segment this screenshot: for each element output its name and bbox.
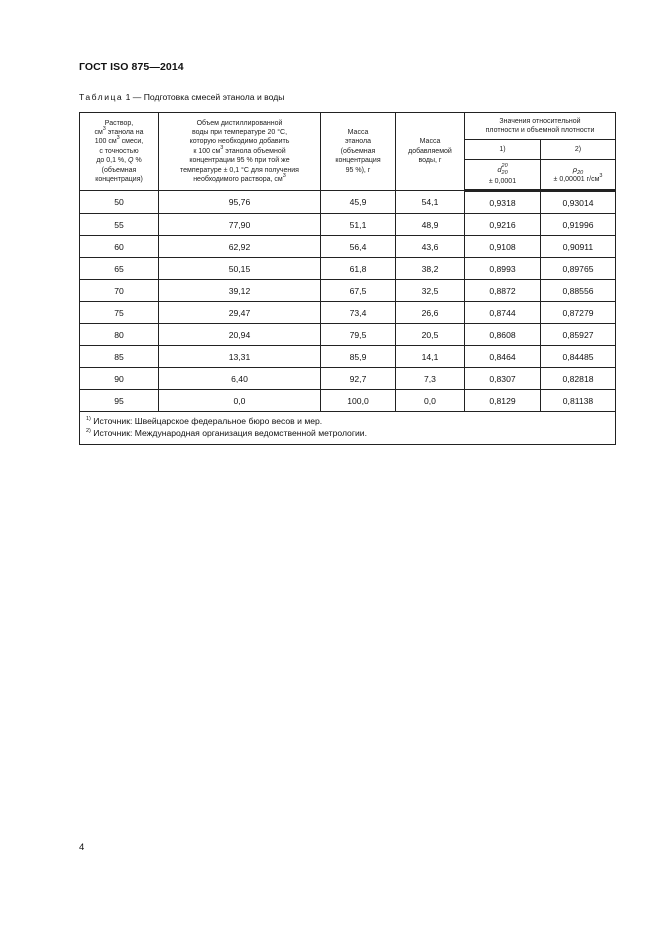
table-cell: 0,82818 <box>541 368 616 390</box>
table-cell: 100,0 <box>321 390 396 412</box>
text-fragment: Q <box>128 157 134 165</box>
text-fragment: ± 0,00001 г/см <box>553 176 600 183</box>
table-cell: 51,1 <box>321 214 396 236</box>
text-fragment: 2) <box>86 427 91 434</box>
table-cell: 0,85927 <box>541 324 616 346</box>
text-fragment: 20 <box>501 162 508 169</box>
text-fragment: с точностью <box>99 147 139 155</box>
header-note-1: 1) <box>465 140 541 160</box>
text-fragment: Значения относительной <box>499 117 581 125</box>
text-fragment: этанола <box>344 138 372 146</box>
text-fragment: 20 <box>577 169 584 176</box>
table-cell: 29,47 <box>159 302 321 324</box>
text-fragment: 3 <box>102 125 106 132</box>
table-cell: 38,2 <box>396 258 465 280</box>
text-fragment: необходимого раствора, см <box>193 176 283 184</box>
header-solution <box>80 113 159 191</box>
table-cell: 90 <box>80 368 159 390</box>
caption-number: 1 <box>125 92 131 102</box>
table-cell: 0,0 <box>159 390 321 412</box>
text-fragment: концентрации 95 % при той же <box>189 157 290 165</box>
table-cell: 0,91996 <box>541 214 616 236</box>
table-cell: 0,88556 <box>541 280 616 302</box>
text-fragment: % <box>133 157 142 165</box>
table-cell: 0,90911 <box>541 236 616 258</box>
table-cell: 95 <box>80 390 159 412</box>
table-cell: 45,9 <box>321 191 396 214</box>
table-row <box>80 214 616 236</box>
text-fragment: воды, г <box>418 157 442 165</box>
table-cell: 85 <box>80 346 159 368</box>
table-cell: 14,1 <box>396 346 465 368</box>
text-fragment: этанола объемной <box>223 147 286 155</box>
text-fragment: 3 <box>220 144 224 151</box>
table-cell: 7,3 <box>396 368 465 390</box>
table-cell: 0,8993 <box>465 258 541 280</box>
table-cell: 73,4 <box>321 302 396 324</box>
text-fragment: Масса <box>347 128 369 136</box>
table-cell: 0,8744 <box>465 302 541 324</box>
header-ethanol-mass <box>321 113 396 191</box>
table-cell: 95,76 <box>159 191 321 214</box>
table-cell: 39,12 <box>159 280 321 302</box>
table-cell: 50 <box>80 191 159 214</box>
caption-separator: — <box>132 92 142 102</box>
header-water-volume <box>159 113 321 191</box>
table-cell: 0,8464 <box>465 346 541 368</box>
table-cell: 54,1 <box>396 191 465 214</box>
table-cell: 0,9318 <box>465 191 541 214</box>
table-row <box>80 324 616 346</box>
document-header: ГОСТ ISO 875—2014 <box>79 61 184 73</box>
table-cell: 20,94 <box>159 324 321 346</box>
text-fragment: 3 <box>599 173 603 179</box>
table-cell: 55 <box>80 214 159 236</box>
table-cell: 0,8608 <box>465 324 541 346</box>
table-cell: 32,5 <box>396 280 465 302</box>
table-row <box>80 390 616 412</box>
table-cell: 75 <box>80 302 159 324</box>
table-cell: 48,9 <box>396 214 465 236</box>
table-cell: 43,6 <box>396 236 465 258</box>
table-caption <box>79 92 284 102</box>
header-note-2: 2) <box>541 140 616 160</box>
table-cell: 26,6 <box>396 302 465 324</box>
table-cell: 20,5 <box>396 324 465 346</box>
text-fragment: Источник: Швейцарское федеральное бюро весов и мер. <box>90 416 323 426</box>
text-fragment: плотности и объемной плотности <box>485 127 595 134</box>
text-fragment: к 100 см <box>193 147 221 155</box>
table-cell: 77,90 <box>159 214 321 236</box>
text-fragment: концентрация <box>335 157 381 165</box>
header-water-mass <box>396 113 465 191</box>
table-cell: 0,0 <box>396 390 465 412</box>
table-footnotes <box>80 412 616 445</box>
table-cell: 13,31 <box>159 346 321 368</box>
text-fragment: 3 <box>116 135 120 142</box>
table-row <box>80 368 616 390</box>
table-cell: 56,4 <box>321 236 396 258</box>
text-fragment: воды при температуре 20 °С, <box>191 128 288 136</box>
text-fragment: d <box>497 164 502 174</box>
text-fragment: 1) <box>86 416 91 422</box>
text-fragment: Масса <box>419 138 441 146</box>
text-fragment: температуре ± 0,1 °С для получения <box>180 166 299 174</box>
text-fragment: (объемная <box>340 147 376 155</box>
footnote-1 <box>86 416 609 428</box>
text-fragment: см <box>94 128 103 136</box>
page-number: 4 <box>79 842 85 853</box>
text-fragment: которую необходимо добавить <box>189 138 290 146</box>
table-cell: 62,92 <box>159 236 321 258</box>
text-fragment: 95 %), г <box>345 166 371 174</box>
text-fragment: 3 <box>282 173 286 180</box>
table-row <box>80 280 616 302</box>
text-fragment: Раствор, <box>104 119 134 127</box>
text-fragment: ρ <box>572 164 578 174</box>
table-cell: 6,40 <box>159 368 321 390</box>
text-fragment: этанола на <box>105 128 144 136</box>
table-row <box>80 191 616 214</box>
text-fragment: смеси, <box>119 138 144 146</box>
text-fragment: ± 0,0001 <box>488 177 517 185</box>
table-cell: 92,7 <box>321 368 396 390</box>
table-row <box>80 258 616 280</box>
table-row <box>80 302 616 324</box>
table-cell: 70 <box>80 280 159 302</box>
header-density-group <box>465 113 616 140</box>
table-cell: 50,15 <box>159 258 321 280</box>
header-relative-density <box>465 160 541 191</box>
table-cell: 0,81138 <box>541 390 616 412</box>
ethanol-water-table <box>79 112 616 445</box>
table-cell: 60 <box>80 236 159 258</box>
table-cell: 0,89765 <box>541 258 616 280</box>
table-cell: 61,8 <box>321 258 396 280</box>
text-fragment: Источник: Международная организация ведомственной метрологии. <box>90 427 367 438</box>
text-fragment: Объем дистиллированной <box>196 119 283 127</box>
table-cell: 0,8129 <box>465 390 541 412</box>
footnote-2 <box>86 428 609 440</box>
text-fragment: (объемная <box>101 166 137 174</box>
table-cell: 0,9216 <box>465 214 541 236</box>
table-cell: 0,8872 <box>465 280 541 302</box>
text-fragment: до 0,1 %, <box>96 157 129 165</box>
table-cell: 80 <box>80 324 159 346</box>
table-cell: 0,87279 <box>541 302 616 324</box>
table-cell: 85,9 <box>321 346 396 368</box>
text-fragment: добавляемой <box>408 147 452 155</box>
table-row <box>80 236 616 258</box>
table-cell: 0,93014 <box>541 191 616 214</box>
table-cell: 67,5 <box>321 280 396 302</box>
table-row <box>80 346 616 368</box>
table-cell: 65 <box>80 258 159 280</box>
caption-title: Подготовка смесей этанола и воды <box>143 92 285 102</box>
table-cell: 0,84485 <box>541 346 616 368</box>
table-cell: 0,9108 <box>465 236 541 258</box>
header-volumic-density <box>541 160 616 191</box>
text-fragment: концентрация) <box>95 176 143 184</box>
table-cell: 79,5 <box>321 324 396 346</box>
text-fragment: 100 см <box>94 138 117 146</box>
text-fragment: 20 <box>501 169 508 176</box>
caption-label: Таблица <box>79 92 124 102</box>
table-cell: 0,8307 <box>465 368 541 390</box>
